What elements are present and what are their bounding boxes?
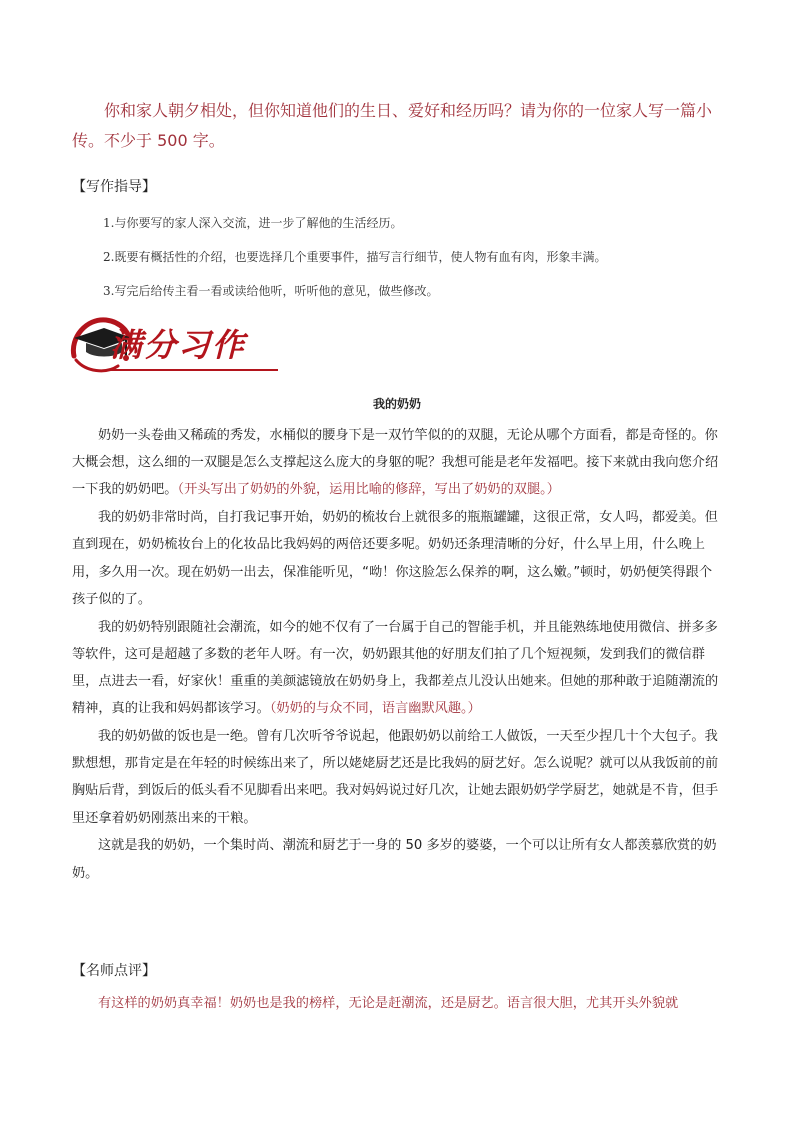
paragraph-text: 我的奶奶做的饭也是一绝。曾有几次听爷爷说起，他跟奶奶以前给工人做饭，一天至少捏几十个大包子。我默想想，那肯定是在年轻的时候练出来了，所以姥姥厨艺还是比我妈的厨艺好。怎么说呢？就可以从我饭前的前胸贴后背，到饭后的低头看不见脚看出来吧。我对妈妈说过好几次，让她去跟奶奶学学厨艺，她就是不肯，但手里还拿着奶奶刚蒸出来的干粮。 [72, 729, 719, 826]
paragraph-text: 我的奶奶非常时尚，自打我记事开始，奶奶的梳妆台上就很多的瓶瓶罐罐，这很正常，女人吗，都爱美。但直到现在，奶奶梳妆台上的化妆品比我妈妈的两倍还要多呢。奶奶还条理清晰的分好，什么早上用，什么晚上用，多久用一次。现在奶奶一出去，保准能听见，“呦！你这脸怎么保养的啊，这么嫩。”顿时，奶奶便笑得跟个孩子似的了。 [72, 510, 718, 607]
essay-paragraph [72, 832, 724, 886]
paragraph-annotation: （开头写出了奶奶的外貌，运用比喻的修辞，写出了奶奶的双腿。） [177, 482, 560, 498]
guide-item-3: 3.写完后给传主看一看或读给他听，听听他的意见，做些修改。 [103, 284, 439, 298]
writing-prompt: 你和家人朝夕相处，但你知道他们的生日、爱好和经历吗？请为你的一位家人写一篇小传。不少于 500 字。 [72, 101, 713, 150]
essay-paragraph [72, 723, 724, 832]
paragraph-annotation: （奶奶的与众不同，语言幽默风趣。） [269, 701, 481, 717]
paragraph-text: 我的奶奶特别跟随社会潮流，如今的她不仅有了一台属于自己的智能手机，并且能熟练地使用微信、拼多多等软件，这可是超越了多数的老年人呀。有一次，奶奶跟其他的好朋友们拍了几个短视频，发到我们的微信群里，点进去一看，好家伙！重重的美颜滤镜放在奶奶身上，我都差点儿没认出她来。但她的那种敢于追随潮流的精神，真的让我和妈妈都该学习。 [72, 619, 719, 717]
writing-guide-heading: 【写作指导】 [72, 179, 156, 195]
teacher-review-text: 有这样的奶奶真幸福！奶奶也是我的榜样，无论是赶潮流，还是厨艺。语言很大胆，尤其开头外貌就 [98, 996, 679, 1011]
paragraph-text: 奶奶一头卷曲又稀疏的秀发，水桶似的腰身下是一双竹竿似的的双腿，无论从哪个方面看，都是奇怪的。你大概会想，这么细的一双腿是怎么支撑起这么庞大的身躯的呢？我想可能是老年发福吧。接下来就由我向您介绍一下我的奶奶吧。 [72, 428, 719, 498]
guide-item-2: 2.既要有概括性的介绍，也要选择几个重要事件，描写言行细节，使人物有血有肉，形象丰满。 [103, 250, 607, 264]
essay-paragraph [72, 614, 724, 723]
essay-paragraph [72, 422, 724, 504]
badge-title: 满分习作 [110, 326, 247, 364]
essay-paragraph [72, 504, 724, 613]
essay-title: 我的奶奶 [372, 397, 421, 411]
essay-body [72, 422, 724, 887]
guide-item-1: 1.与你要写的家人深入交流，进一步了解他的生活经历。 [103, 216, 403, 230]
teacher-review-heading: 【名师点评】 [72, 963, 156, 979]
paragraph-text: 这就是我的奶奶，一个集时尚、潮流和厨艺于一身的 50 多岁的婆婆，一个可以让所有女人都羡慕欣赏的奶奶。 [72, 838, 717, 881]
